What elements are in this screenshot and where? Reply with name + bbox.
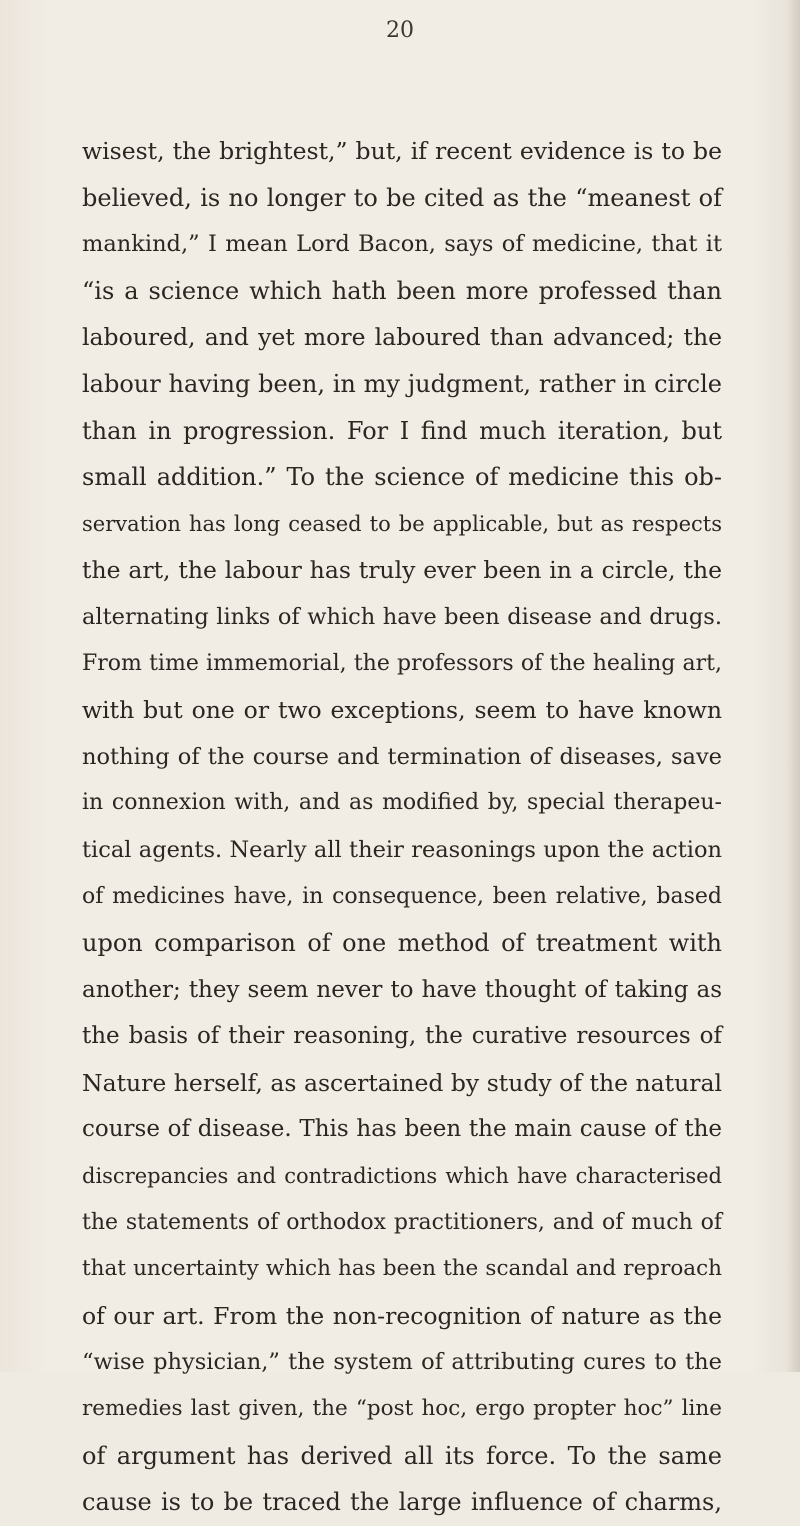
text-line: discrepancies and contradictions which have characterised [82, 1164, 722, 1189]
page-edge-shadow [786, 0, 800, 1372]
text-line: than in progression. For I find much iteration, but [82, 416, 722, 445]
text-line: remedies last given, the “post hoc, ergo propter hoc” line [82, 1396, 722, 1422]
text-line: course of disease. This has been the main cause of the [82, 1116, 722, 1143]
text-line: the basis of their reasoning, the curative resources of [82, 1023, 722, 1050]
text-line: tical agents. Nearly all their reasonings upon the action [82, 836, 722, 863]
text-line: wisest, the brightest,” but, if recent evidence is to be [82, 137, 722, 165]
text-line: upon comparison of one method of treatment with [82, 929, 722, 958]
text-line: From time immemorial, the professors of the healing art, [82, 650, 722, 676]
text-line: Nature herself, as ascertained by study of the natural [82, 1068, 722, 1097]
page-number: 20 [386, 18, 414, 43]
text-line: of argument has derived all its force. To the same [82, 1441, 722, 1470]
text-line: of medicines have, in consequence, been relative, based [82, 883, 722, 909]
text-line: the art, the labour has truly ever been in a circle, the [82, 556, 722, 585]
text-line: labour having been, in my judgment, rather in circle [82, 369, 722, 398]
text-line: with but one or two exceptions, seem to have known [82, 696, 722, 725]
text-line: laboured, and yet more laboured than advanced; the [82, 323, 722, 352]
text-line: servation has long ceased to be applicable, but as respects [82, 511, 722, 536]
text-line: cause is to be traced the large influence of charms, [82, 1488, 722, 1517]
text-line: another; they seem never to have thought of taking as [82, 976, 722, 1003]
text-line: believed, is no longer to be cited as the “meanest of [82, 183, 722, 212]
text-line: small addition.” To the science of medicine this ob- [82, 463, 722, 492]
text-line: nothing of the course and termination of diseases, save [82, 743, 722, 770]
text-line: mankind,” I mean Lord Bacon, says of medicine, that it [82, 231, 722, 258]
text-line: alternating links of which have been disease and drugs. [82, 603, 722, 630]
body-text [82, 128, 722, 1526]
text-line: that uncertainty which has been the scandal and reproach [82, 1256, 722, 1282]
text-line: “is a science which hath been more professed than [82, 276, 722, 305]
text-line: in connexion with, and as modified by, special therapeu- [82, 790, 722, 816]
text-line: “wise physician,” the system of attributing cures to the [82, 1349, 722, 1376]
text-line: the statements of orthodox practitioners, and of much of [82, 1209, 722, 1235]
text-line: of our art. From the non-recognition of nature as the [82, 1301, 722, 1330]
